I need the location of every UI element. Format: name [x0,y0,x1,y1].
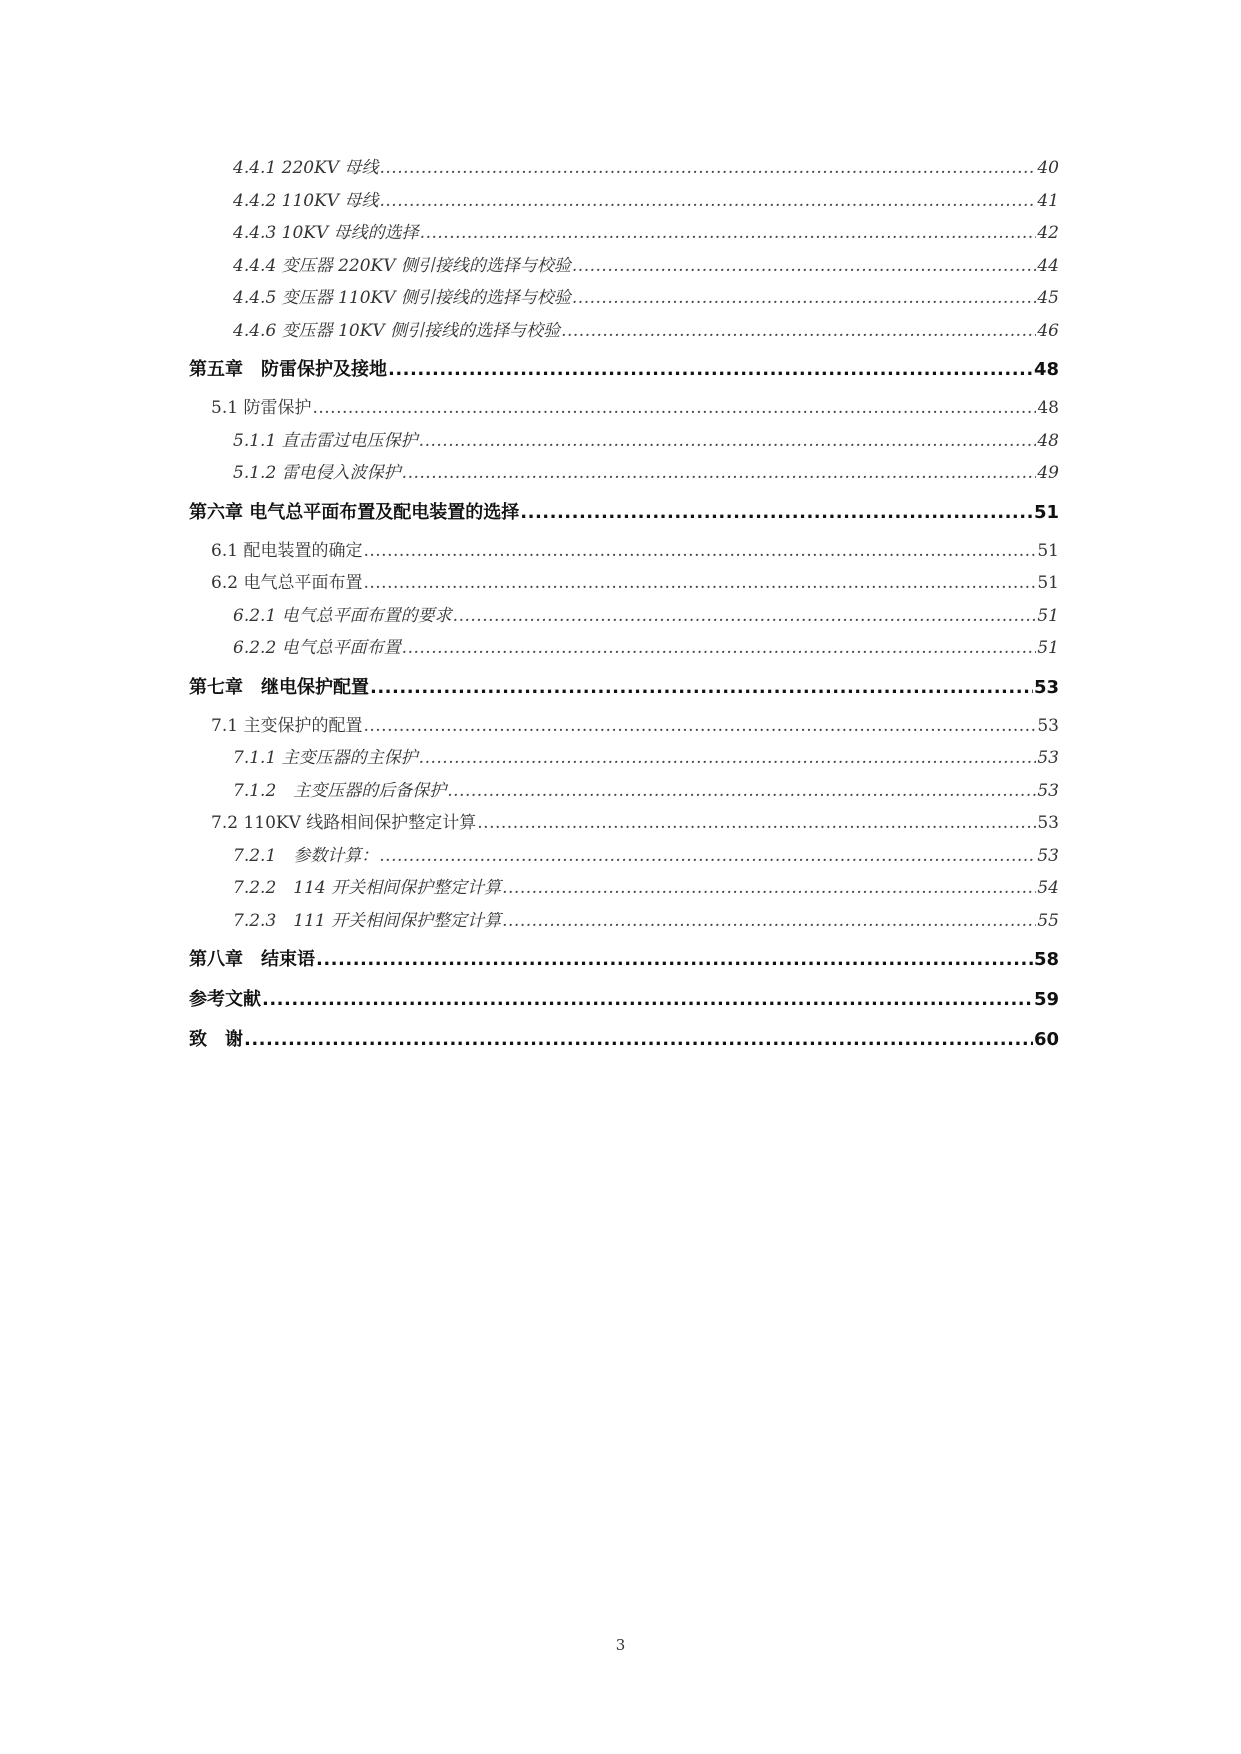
toc-dot-leader [420,217,1037,250]
toc-dot-leader [312,392,1036,425]
toc-entry-label: 6.1 配电装置的确定 [211,540,363,561]
toc-dot-leader [502,872,1036,905]
toc-entry-label: 4.4.5 变压器 110KV 侧引接线的选择与校验 [233,288,571,308]
toc-entry-label: 7.2.2 114 开关相间保护整定计算 [233,878,502,898]
toc-section-entry[interactable] [189,535,1059,568]
toc-entry-page-number: 44 [1037,255,1059,276]
toc-subsection-entry[interactable] [189,872,1059,905]
toc-entry-label: 4.4.1 220KV 母线 [233,158,379,178]
toc-chapter-entry[interactable] [189,1022,1059,1057]
toc-entry-page-number: 48 [1033,359,1059,380]
toc-entry-label: 7.1.2 主变压器的后备保护 [233,780,447,801]
toc-subsection-entry[interactable] [189,600,1059,633]
toc-entry-page-number: 49 [1037,463,1059,483]
toc-dot-leader [402,632,1037,665]
toc-dot-leader [419,742,1037,775]
toc-subsection-entry[interactable] [189,457,1059,490]
toc-chapter-entry[interactable] [189,495,1059,530]
toc-subsection-entry[interactable] [189,632,1059,665]
toc-dot-leader [316,942,1033,977]
toc-dot-leader [380,152,1037,185]
page-number: 3 [615,1636,626,1654]
toc-entry-label: 6.2.2 电气总平面布置 [233,638,401,658]
toc-entry-label: 致 谢 [189,1029,243,1050]
toc-entry-label: 7.1 主变保护的配置 [211,715,363,736]
toc-chapter-entry[interactable] [189,352,1059,387]
toc-entry-page-number: 58 [1033,949,1059,970]
toc-entry-page-number: 42 [1037,223,1059,243]
toc-entry-label: 5.1.2 雷电侵入波保护 [233,463,401,483]
toc-entry-label: 4.4.3 10KV 母线的选择 [233,223,419,243]
toc-entry-page-number: 48 [1037,398,1059,418]
toc-dot-leader [370,670,1033,705]
toc-subsection-entry[interactable] [189,742,1059,775]
toc-entry-label: 7.2 110KV 线路相间保护整定计算 [211,813,477,833]
toc-entry-page-number: 51 [1037,638,1059,658]
toc-subsection-entry[interactable] [189,217,1059,250]
toc-entry-label: 4.4.6 变压器 10KV 侧引接线的选择与校验 [233,320,561,341]
toc-entry-page-number: 51 [1033,501,1059,523]
toc-entry-label: 6.2 电气总平面布置 [211,573,363,593]
toc-entry-page-number: 45 [1037,288,1059,308]
toc-entry-page-number: 60 [1033,1029,1059,1050]
toc-subsection-entry[interactable] [189,315,1059,348]
toc-entry-page-number: 51 [1037,573,1059,593]
toc-subsection-entry[interactable] [189,425,1059,458]
toc-entry-label: 7.2.3 111 开关相间保护整定计算 [233,910,502,931]
toc-entry-page-number: 53 [1037,715,1059,736]
toc-dot-leader [477,807,1036,840]
toc-dot-leader [572,282,1036,315]
toc-dot-leader [363,567,1036,600]
toc-entry-label: 4.4.4 变压器 220KV 侧引接线的选择与校验 [233,255,571,276]
toc-chapter-entry[interactable] [189,942,1059,977]
toc-entry-page-number: 41 [1037,190,1059,211]
toc-chapter-entry[interactable] [189,670,1059,705]
toc-dot-leader [363,710,1036,743]
toc-dot-leader [447,775,1036,808]
toc-section-entry[interactable] [189,807,1059,840]
toc-entry-label: 4.4.2 110KV 母线 [233,190,379,211]
toc-dot-leader [388,352,1033,387]
toc-dot-leader [379,840,1036,873]
toc-subsection-entry[interactable] [189,185,1059,218]
toc-entry-page-number: 40 [1037,158,1059,178]
toc-entry-page-number: 48 [1037,430,1059,451]
toc-entry-label: 第六章 电气总平面布置及配电装置的选择 [189,501,520,523]
toc-entry-page-number: 53 [1037,748,1059,768]
toc-entry-label: 7.2.1 参数计算： [233,845,379,866]
toc-entry-page-number: 59 [1033,989,1059,1010]
toc-section-entry[interactable] [189,710,1059,743]
toc-entry-label: 第七章 继电保护配置 [189,676,369,698]
toc-subsection-entry[interactable] [189,250,1059,283]
toc-dot-leader [453,600,1037,633]
toc-entry-label: 5.1.1 直击雷过电压保护 [233,430,418,451]
toc-subsection-entry[interactable] [189,152,1059,185]
toc-entry-label: 参考文献 [189,989,261,1010]
table-of-contents [189,152,1059,1062]
toc-entry-label: 第八章 结束语 [189,949,315,970]
toc-dot-leader [419,425,1037,458]
toc-entry-page-number: 51 [1037,605,1059,626]
toc-dot-leader [262,982,1033,1017]
toc-section-entry[interactable] [189,567,1059,600]
toc-entry-page-number: 53 [1037,780,1059,801]
toc-entry-label: 7.1.1 主变压器的主保护 [233,748,418,768]
toc-entry-page-number: 46 [1037,320,1059,341]
toc-dot-leader [380,185,1037,218]
toc-chapter-entry[interactable] [189,982,1059,1017]
toc-subsection-entry[interactable] [189,775,1059,808]
toc-entry-label: 6.2.1 电气总平面布置的要求 [233,605,452,626]
toc-entry-label: 第五章 防雷保护及接地 [189,359,387,380]
toc-entry-page-number: 53 [1033,676,1059,698]
toc-dot-leader [244,1022,1033,1057]
toc-dot-leader [520,495,1033,530]
toc-dot-leader [572,250,1036,283]
toc-entry-page-number: 53 [1037,845,1059,866]
toc-entry-page-number: 51 [1037,540,1059,561]
toc-dot-leader [561,315,1036,348]
toc-entry-page-number: 53 [1037,813,1059,833]
toc-subsection-entry[interactable] [189,282,1059,315]
toc-entry-page-number: 55 [1037,910,1059,931]
toc-subsection-entry[interactable] [189,905,1059,938]
toc-subsection-entry[interactable] [189,840,1059,873]
toc-dot-leader [502,905,1036,938]
toc-section-entry[interactable] [189,392,1059,425]
toc-entry-label: 5.1 防雷保护 [211,398,312,418]
toc-entry-page-number: 54 [1037,878,1059,898]
toc-dot-leader [363,535,1036,568]
toc-dot-leader [402,457,1037,490]
